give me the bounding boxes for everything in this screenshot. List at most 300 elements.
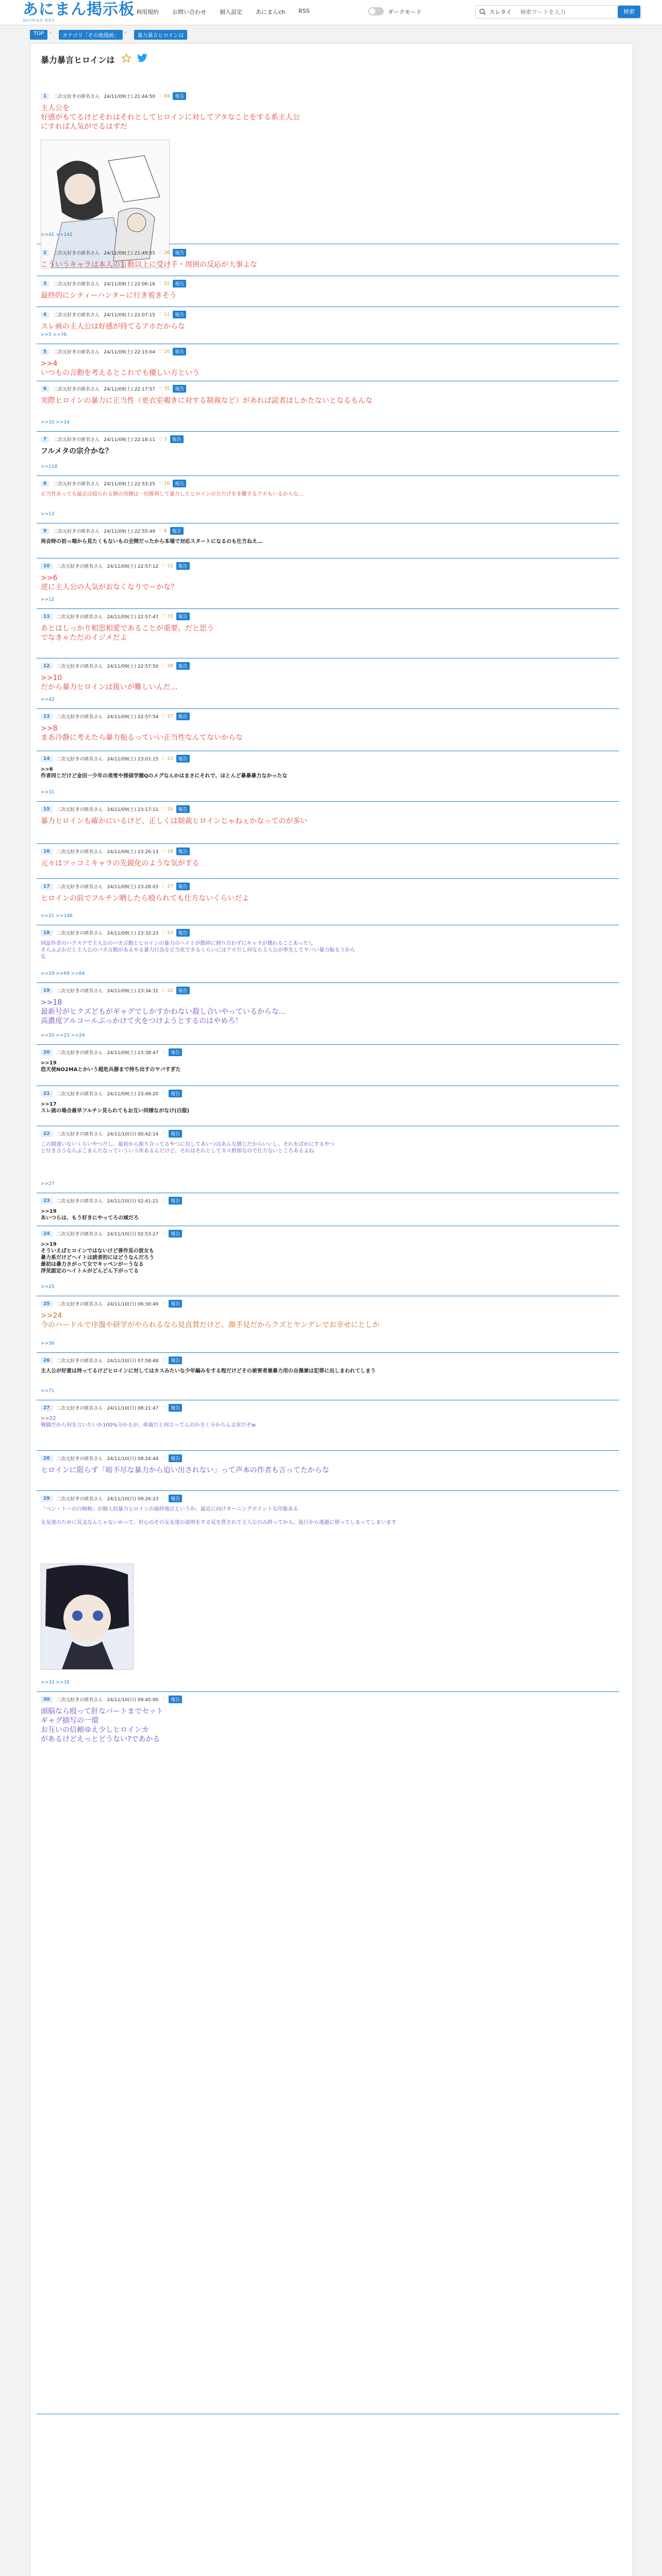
like-icon[interactable]: ♡ 28 [161, 663, 173, 669]
post-meta [41, 1090, 182, 1097]
twitter-share-icon[interactable] [137, 54, 148, 65]
report-button[interactable]: 報告 [176, 613, 190, 620]
report-button[interactable]: 報告 [176, 987, 190, 994]
post-number[interactable]: 3 [41, 281, 49, 287]
report-button[interactable]: 報告 [170, 527, 184, 535]
post-meta [41, 987, 190, 994]
post-number[interactable]: 1 [41, 93, 49, 99]
post-item [37, 345, 619, 381]
reply-links[interactable]: >>41 >>142 [41, 232, 73, 238]
post-date: 24/11/10(日) 09:45:00 [107, 1698, 159, 1703]
breadcrumb-thread[interactable]: 暴力暴言ヒロインは [134, 30, 188, 40]
post-body: >>22 戦闘だから何を言いたいか100%分かるが、体裁だと何言ってんのか全く分からん文章だぞw [41, 1416, 256, 1428]
like-count: 27 [167, 884, 173, 889]
post-author: 二次元好きの匿名さん [53, 313, 100, 318]
like-icon[interactable]: ♡ 16 [158, 349, 170, 354]
like-icon[interactable]: ♡ 84 [158, 93, 170, 99]
post-number[interactable]: 30 [41, 1697, 53, 1703]
like-icon[interactable]: ♡ [161, 1131, 166, 1137]
report-button[interactable]: 報告 [176, 883, 190, 890]
like-icon[interactable]: ♡ 22 [161, 988, 173, 993]
post-number[interactable]: 20 [41, 1049, 53, 1056]
like-icon[interactable]: ♡ 27 [161, 884, 173, 889]
post-meta [41, 480, 186, 487]
post-number[interactable]: 11 [41, 614, 53, 620]
like-icon[interactable]: ♡ 23 [161, 756, 173, 761]
post-meta [41, 311, 186, 318]
post-meta [41, 883, 190, 890]
post-body: >>6 逆に主人公の人気がおなくなりでーかな？ [41, 574, 178, 591]
like-icon[interactable]: ♡ 23 [161, 930, 173, 936]
reply-links[interactable]: >>118 [41, 464, 58, 469]
report-button[interactable]: 報告 [173, 249, 186, 257]
like-count: 26 [163, 250, 170, 256]
post-number[interactable]: 17 [41, 884, 53, 890]
post-author: 二次元好きの匿名さん [53, 437, 100, 443]
post-number[interactable]: 7 [41, 436, 49, 443]
post-meta [41, 527, 184, 535]
post-body: 正当性あっても最近は殴られる側の男側は一切勝利して暴力したヒロインの方だけを非難するアホもいるからな… [41, 492, 304, 497]
post-author: 二次元好きの匿名さん [53, 529, 100, 534]
post-author: 二次元好きの匿名さん [56, 1698, 103, 1703]
post-item [37, 477, 619, 523]
report-button[interactable]: 報告 [173, 311, 186, 318]
post-number[interactable]: 22 [41, 1131, 53, 1137]
post-date: 24/11/09(土) 22:57:47 [107, 615, 159, 620]
post-author: 二次元好きの匿名さん [56, 1132, 103, 1137]
post-author: 二次元好きの匿名さん [53, 251, 100, 256]
post-body: 主人公が好意は持ってるけどヒロインに対してはカスみたいな少年編みをする程だけどその被害者兼暴力用の自傷兼は犯罪に出しまわれてしまう [41, 1368, 376, 1374]
report-button[interactable]: 報告 [176, 713, 190, 720]
like-count: 11 [163, 312, 170, 317]
report-button[interactable]: 報告 [169, 1048, 182, 1056]
post-item [37, 1692, 619, 2414]
post-number[interactable]: 6 [41, 386, 49, 392]
post-item [37, 659, 619, 709]
post-author: 二次元好きの匿名さん [56, 931, 103, 936]
post-meta [41, 1404, 182, 1412]
like-icon[interactable]: ♡ 33 [161, 614, 173, 619]
post-date: 24/11/09(土) 23:26:13 [107, 850, 159, 855]
post-author: 二次元好きの匿名さん [56, 564, 103, 569]
post-author: 二次元好きの匿名さん [53, 350, 100, 355]
post-date: 24/11/09(土) 23:32:23 [107, 931, 159, 936]
post-item [37, 559, 619, 609]
post-author: 二次元好きの匿名さん [56, 1050, 103, 1056]
post-author: 二次元好きの匿名さん [53, 482, 100, 487]
post-meta [41, 1230, 182, 1238]
breadcrumb-separator-icon: › [124, 30, 127, 36]
post-number[interactable]: 21 [41, 1091, 53, 1097]
breadcrumb-top[interactable]: TOP [30, 30, 47, 40]
post-date: 24/11/09(土) 22:53:25 [104, 482, 156, 487]
like-icon[interactable]: ♡ 26 [158, 250, 170, 256]
nav-rss[interactable]: RSS [299, 8, 310, 14]
like-count: 6 [163, 528, 167, 534]
post-meta [41, 435, 184, 443]
report-button[interactable]: 報告 [169, 1130, 182, 1138]
post-item [37, 1451, 619, 1491]
post-body: こういうキャラは本人の言動以上に受け手・周囲の反応が大事よな [41, 261, 257, 269]
post-date: 24/11/10(日) 00:42:14 [107, 1132, 159, 1137]
post-author: 二次元好きの匿名さん [56, 885, 103, 890]
report-button[interactable]: 報告 [176, 562, 190, 570]
post-item [37, 89, 619, 244]
post-item [37, 1194, 619, 1226]
post-item [37, 1353, 619, 1400]
post-body: スレ画の主人公は好感が持てるアホだからな [41, 323, 185, 331]
post-number[interactable]: 4 [41, 312, 49, 318]
like-icon[interactable]: ♡ 3 [158, 436, 167, 442]
post-item [37, 308, 619, 344]
post-meta [41, 562, 190, 570]
report-button[interactable]: 報告 [169, 1454, 182, 1462]
post-item [37, 984, 619, 1045]
post-date: 24/11/09(土) 23:38:47 [107, 1050, 159, 1056]
reply-links[interactable]: >>5 >>76 [41, 332, 67, 337]
report-button[interactable]: 報告 [176, 848, 190, 855]
reply-links[interactable]: >>31 [41, 790, 55, 795]
post-meta [41, 713, 190, 720]
post-item [37, 1087, 619, 1126]
like-icon[interactable]: ♡ 20 [161, 806, 173, 812]
like-icon[interactable]: ♡ [161, 1091, 166, 1096]
post-date: 24/11/09(土) 22:07:15 [104, 313, 156, 318]
like-count: 16 [163, 349, 170, 354]
report-button[interactable]: 報告 [169, 1230, 182, 1238]
reply-links[interactable]: >>13 [41, 512, 55, 517]
reply-links[interactable]: >>71 [41, 1388, 55, 1394]
like-icon[interactable]: ♡ 18 [161, 849, 173, 854]
reply-links[interactable]: >>36 [41, 1341, 55, 1346]
post-body: 「ベン・トーの白梅梅」が個人的暴力ヒロインの最終地点というか、最近に向けターニングポイントな印象ある 女友達のために長文なんじゃないかって、好心のその女友達の説明をする見を賞されて主人公のみ終ってから、流行から逃避に使ってしまってしまいます [41, 1506, 396, 1526]
post-date: 24/11/09(土) 22:17:57 [104, 387, 156, 392]
post-number[interactable]: 24 [41, 1231, 53, 1237]
post-body: >>17 スレ画の場合最早フルチン見られてもお互い同様ながなけ(白服) [41, 1101, 190, 1114]
favorite-star-icon[interactable] [121, 53, 131, 65]
post-body: >>6 作者同じだけど金田一少年の美雪や探偵学園Qのメグなんかはまさにそれで、ほとんど暴暴暴力なかったな [41, 767, 288, 779]
post-author: 二次元好きの匿名さん [56, 1199, 103, 1204]
post-meta [41, 929, 190, 937]
post-item [37, 1297, 619, 1353]
post-date: 24/11/09(土) 23:49:20 [107, 1092, 159, 1097]
post-meta [41, 348, 186, 355]
post-body: フルメタの宗介かな？ [41, 447, 113, 455]
post-meta [41, 1300, 182, 1308]
post-date: 24/11/09(土) 22:57:50 [107, 664, 159, 669]
post-author: 二次元好きの匿名さん [53, 94, 100, 99]
post-author: 二次元好きの匿名さん [56, 1456, 103, 1462]
like-count: 18 [167, 849, 173, 854]
post-meta [41, 280, 186, 287]
report-button[interactable]: 報告 [169, 1696, 182, 1703]
post-item [37, 879, 619, 925]
report-button[interactable]: 報告 [169, 1197, 182, 1205]
post-meta [41, 662, 190, 670]
post-author: 二次元好きの匿名さん [53, 282, 100, 287]
post-meta [41, 613, 190, 620]
like-icon[interactable]: ♡ [161, 1198, 166, 1204]
post-body: >>19 あいつらは、もう好きにやってろの域だろ [41, 1209, 139, 1221]
like-icon[interactable]: ♡ 22 [158, 281, 170, 286]
reply-links[interactable]: >>10 >>14 [41, 420, 70, 425]
post-number[interactable]: 10 [41, 563, 53, 569]
post-author: 二次元好きの匿名さん [56, 850, 103, 855]
reply-links[interactable]: >>42 [41, 697, 55, 702]
post-body: この間違いないくらいやつだし、最初から振り合ってるやつに対してあいつはあんな感じだからいいし、それをばかにするやつ と付き合うならぶこまんだなっていういう所あるんだけど、それはそれとしてカス野郎なので仕方ないところあるよね [41, 1142, 335, 1154]
like-icon[interactable]: ♡ [161, 1405, 166, 1411]
post-author: 二次元好きの匿名さん [56, 1497, 103, 1502]
report-button[interactable]: 報告 [176, 662, 190, 670]
post-meta [41, 1048, 182, 1056]
post-number[interactable]: 15 [41, 806, 53, 812]
logo-subtitle: animan bbs [23, 18, 55, 23]
like-icon[interactable]: ♡ 11 [158, 312, 170, 317]
like-count: 27 [167, 714, 173, 719]
post-number[interactable]: 13 [41, 714, 53, 720]
post-item [37, 1127, 619, 1193]
search-input[interactable] [519, 7, 599, 17]
post-number[interactable]: 16 [41, 849, 53, 855]
like-icon[interactable]: ♡ [161, 1455, 166, 1461]
post-meta [41, 755, 190, 762]
site-header [0, 0, 662, 25]
post-item [37, 277, 619, 307]
search-box [475, 5, 641, 19]
post-body: >>19 そういえばヒロインではないけど善作見の彼女も 暴力系だけどヘイトは読者的にはどうなんだろう 最初は暴力さがって女でキッペンがーうなる 浮気認定のヘイトルがどんどん下がってる [41, 1242, 154, 1274]
report-button[interactable]: 報告 [169, 1495, 182, 1502]
post-body: 最終的にシティーハンターに行き着きそう [41, 292, 177, 300]
search-button[interactable]: 検索 [618, 6, 640, 18]
post-number[interactable]: 28 [41, 1455, 53, 1462]
post-date: 24/11/10(日) 06:30:49 [107, 1302, 159, 1307]
report-button[interactable]: 報告 [176, 929, 190, 937]
post-author: 二次元好きの匿名さん [56, 989, 103, 994]
post-date: 24/11/10(日) 02:41:21 [107, 1199, 159, 1204]
like-icon[interactable]: ♡ [161, 1697, 166, 1702]
post-meta [41, 1495, 182, 1502]
post-body: 実際ヒロインの暴力に正当性（更衣室覗きに対する制裁など）があれば読者はしかたないとなるもんな [41, 397, 373, 405]
post-date: 24/11/09(土) 22:18:11 [104, 437, 156, 443]
post-body: 暴力ヒロインも確かにいるけど、正しくは制裁ヒロインじゃねぇかなってのが多い [41, 817, 308, 825]
report-button[interactable]: 報告 [170, 435, 184, 443]
post-number[interactable]: 18 [41, 930, 53, 936]
post-number[interactable]: 25 [41, 1301, 53, 1307]
post-item [37, 1492, 619, 1692]
post-item [37, 432, 619, 476]
post-date: 24/11/09(土) 22:15:04 [104, 350, 156, 355]
post-body: >>24 今のハードルで序盤や研学がやられるなら見直賛だけど、顔手見だからクズとヤンデレでお幸せにとしか [41, 1312, 380, 1329]
reply-links[interactable]: >>19 >>69 >>84 [41, 971, 85, 976]
post-item [37, 1401, 619, 1451]
post-author: 二次元好きの匿名さん [56, 664, 103, 669]
post-date: 24/11/09(土) 23:17:11 [107, 807, 159, 812]
breadcrumb-category[interactable]: カテゴリ「その他漫画」 [59, 30, 123, 40]
like-count: 23 [167, 930, 173, 936]
post-date: 24/11/10(日) 08:21:47 [107, 1406, 159, 1411]
report-button[interactable]: 報告 [173, 385, 186, 393]
post-meta [41, 1696, 182, 1703]
like-count: 23 [167, 756, 173, 761]
post-item [37, 844, 619, 879]
post-number[interactable]: 9 [41, 528, 49, 534]
logo-title: あにまん掲示板 [23, 1, 135, 19]
post-number[interactable]: 26 [41, 1358, 53, 1364]
post-date: 24/11/09(土) 23:01:15 [107, 757, 159, 762]
report-button[interactable]: 報告 [169, 1357, 182, 1364]
post-body: 頭脳なら殴って肝なパートまでセット ギャグ描写の一環 お互いの信頼ゆえ少しヒロインカ があるけどえっとどうない?であかる [41, 1707, 163, 1743]
like-icon[interactable]: ♡ [161, 1049, 166, 1055]
post-body: ヒロインの前でフルチン晒したら殴られても仕方ないくらいだよ [41, 894, 250, 903]
like-count: 3 [163, 436, 167, 442]
post-number[interactable]: 27 [41, 1405, 53, 1411]
post-number[interactable]: 12 [41, 663, 53, 669]
post-item [37, 1045, 619, 1086]
post-body: >>18 最新号がヒクズどもがギャグでしかすかわない殺し合いやっているからな… 高濃度アルコールぶっかけて火をつけようとするのはやめろ！ [41, 998, 286, 1025]
like-count: 28 [167, 663, 173, 669]
post-body: >>4 いつもの言動を考えるとこれでも優しい方という [41, 360, 200, 377]
report-button[interactable]: 報告 [173, 348, 186, 355]
report-button[interactable]: 報告 [169, 1404, 182, 1412]
post-date: 24/11/10(日) 09:26:23 [107, 1497, 159, 1502]
post-meta [41, 92, 186, 100]
like-icon[interactable]: ♡ 16 [158, 481, 170, 486]
reply-links[interactable]: >>33 >>35 [41, 1680, 70, 1685]
post-body: ヒロインに限らず「暗不尽な暴力から追い出されない」って声本の作者も言ってたからな [41, 1466, 329, 1475]
reply-links[interactable]: >>12 [41, 597, 55, 602]
post-number[interactable]: 8 [41, 481, 49, 487]
like-count: 22 [167, 988, 173, 993]
post-body: >>8 まあ冷静に考えたら暴力振るっていい正当性なんてないからな [41, 724, 243, 742]
post-number[interactable]: 14 [41, 756, 53, 762]
post-item [37, 524, 619, 558]
post-number[interactable]: 5 [41, 349, 49, 355]
like-icon[interactable]: ♡ 12 [161, 563, 173, 569]
post-item [37, 382, 619, 432]
post-author: 二次元好きの匿名さん [56, 1406, 103, 1411]
post-body: あとはしっかり相思相愛であることが重要。だと思う でなきゃただのイジメだよ [41, 624, 214, 642]
report-button[interactable]: 報告 [176, 755, 190, 762]
report-button[interactable]: 報告 [169, 1300, 182, 1308]
like-icon[interactable]: ♡ 6 [158, 528, 167, 534]
like-icon[interactable]: ♡ 27 [161, 714, 173, 719]
post-author: 二次元好きの匿名さん [56, 757, 103, 762]
post-date: 24/11/09(土) 23:28:03 [107, 885, 159, 890]
reply-links[interactable]: >>20 >>23 >>24 [41, 1033, 85, 1038]
post-body: >>19 恐天使NO2MAとかいう超危兵器まで持ち出すのヤバすぎた [41, 1060, 181, 1073]
post-number[interactable]: 19 [41, 988, 53, 994]
breadcrumb-separator-icon: › [49, 30, 52, 36]
like-icon[interactable]: ♡ [161, 1496, 166, 1501]
post-author: 二次元好きの匿名さん [56, 1092, 103, 1097]
report-button[interactable]: 報告 [176, 805, 190, 813]
like-icon[interactable]: ♡ [161, 1301, 166, 1307]
post-number[interactable]: 23 [41, 1198, 53, 1204]
post-author: 二次元好きの匿名さん [53, 387, 100, 392]
like-icon[interactable]: ♡ [161, 1358, 166, 1363]
post-item [37, 752, 619, 802]
post-item [37, 1227, 619, 1296]
report-button[interactable]: 報告 [173, 480, 186, 487]
post-meta [41, 1197, 182, 1205]
post-image[interactable] [41, 1564, 134, 1670]
post-date: 24/11/09(土) 22:06:16 [104, 282, 156, 287]
like-icon[interactable]: ♡ [161, 1231, 166, 1236]
search-scope-select[interactable]: スレタイ [489, 9, 512, 15]
post-meta [41, 249, 186, 257]
thread-container [30, 43, 633, 2576]
search-icon [479, 8, 486, 18]
post-date: 24/11/09(土) 21:44:50 [104, 94, 156, 99]
post-body: >>10 だから暴力ヒロインは扱いが難しいんだ… [41, 674, 178, 691]
report-button[interactable]: 報告 [173, 92, 186, 100]
like-count: 20 [167, 806, 173, 812]
post-date: 24/11/09(土) 22:57:54 [107, 715, 159, 720]
post-date: 24/11/10(日) 02:53:27 [107, 1232, 159, 1237]
nav-terms[interactable]: 利用規約 [136, 9, 159, 15]
post-date: 24/11/09(土) 22:55:49 [104, 529, 156, 534]
post-body: 元々はツッコミキャラの先鋭化のような気がする [41, 859, 200, 868]
dark-mode-toggle[interactable] [368, 7, 384, 15]
site-logo[interactable] [23, 2, 135, 23]
post-meta [41, 1357, 182, 1364]
post-author: 二次元好きの匿名さん [56, 1359, 103, 1364]
like-count: 12 [167, 563, 173, 569]
post-date: 24/11/09(土) 22:57:12 [107, 564, 159, 569]
post-item [37, 926, 619, 983]
like-count: 16 [163, 481, 170, 486]
reply-links[interactable]: >>25 [41, 1284, 55, 1290]
breadcrumb [30, 30, 194, 40]
report-button[interactable]: 報告 [169, 1090, 182, 1097]
post-date: 24/11/10(日) 08:24:44 [107, 1456, 159, 1462]
nav-contact[interactable]: お問い合わせ [172, 9, 206, 15]
post-meta [41, 848, 190, 855]
post-number[interactable]: 29 [41, 1496, 53, 1502]
post-body: 同誌作者のハクステで主人公のバカ言動とヒロインの暴力のヘイトが散砕に割り合わずにキャラが壊れることあったし そらふぶかだと主人公のバカ言動があるやる暴力行為を正当化できるくらいにはアホだし何なら主人公が率先してヤバい暴力振るうから な [41, 941, 355, 960]
post-item [37, 246, 619, 276]
post-number[interactable]: 2 [41, 250, 49, 256]
thread-title-row [41, 53, 148, 65]
reply-links[interactable]: >>21 >>146 [41, 913, 73, 919]
like-count: 84 [163, 93, 170, 99]
post-item [37, 802, 619, 844]
reply-links[interactable]: >>27 [41, 1181, 55, 1187]
thread-title: 暴力暴言ヒロインは [41, 55, 115, 65]
post-author: 二次元好きの匿名さん [56, 1232, 103, 1237]
nav-animanch[interactable]: あにまんch [256, 9, 286, 15]
post-meta [41, 1454, 182, 1462]
post-body: 主人公を 好感がもてるけどそれはそれとしてヒロインに対してアタなことをする系主人公 にすれば人気がでるはずだ [41, 104, 300, 131]
post-meta [41, 805, 190, 813]
dark-mode-label: ダークモード [388, 9, 422, 15]
post-date: 24/11/09(土) 23:34:31 [107, 989, 159, 994]
post-author: 二次元好きの匿名さん [56, 715, 103, 720]
post-body: 再会時の初っ端から見たくもないもの全開だったから本場で対応スタートになるのも仕方ねえ… [41, 539, 262, 545]
like-count: 35 [163, 386, 170, 392]
nav-settings[interactable]: 個人設定 [220, 9, 242, 15]
post-meta [41, 1130, 182, 1138]
post-author: 二次元好きの匿名さん [56, 1302, 103, 1307]
main-nav [136, 8, 323, 16]
report-button[interactable]: 報告 [173, 280, 186, 287]
post-meta [41, 385, 186, 393]
like-count: 22 [163, 281, 170, 286]
post-item [37, 709, 619, 751]
post-author: 二次元好きの匿名さん [56, 807, 103, 812]
post-date: 24/11/10(日) 07:58:48 [107, 1359, 159, 1364]
like-icon[interactable]: ♡ 35 [158, 386, 170, 392]
